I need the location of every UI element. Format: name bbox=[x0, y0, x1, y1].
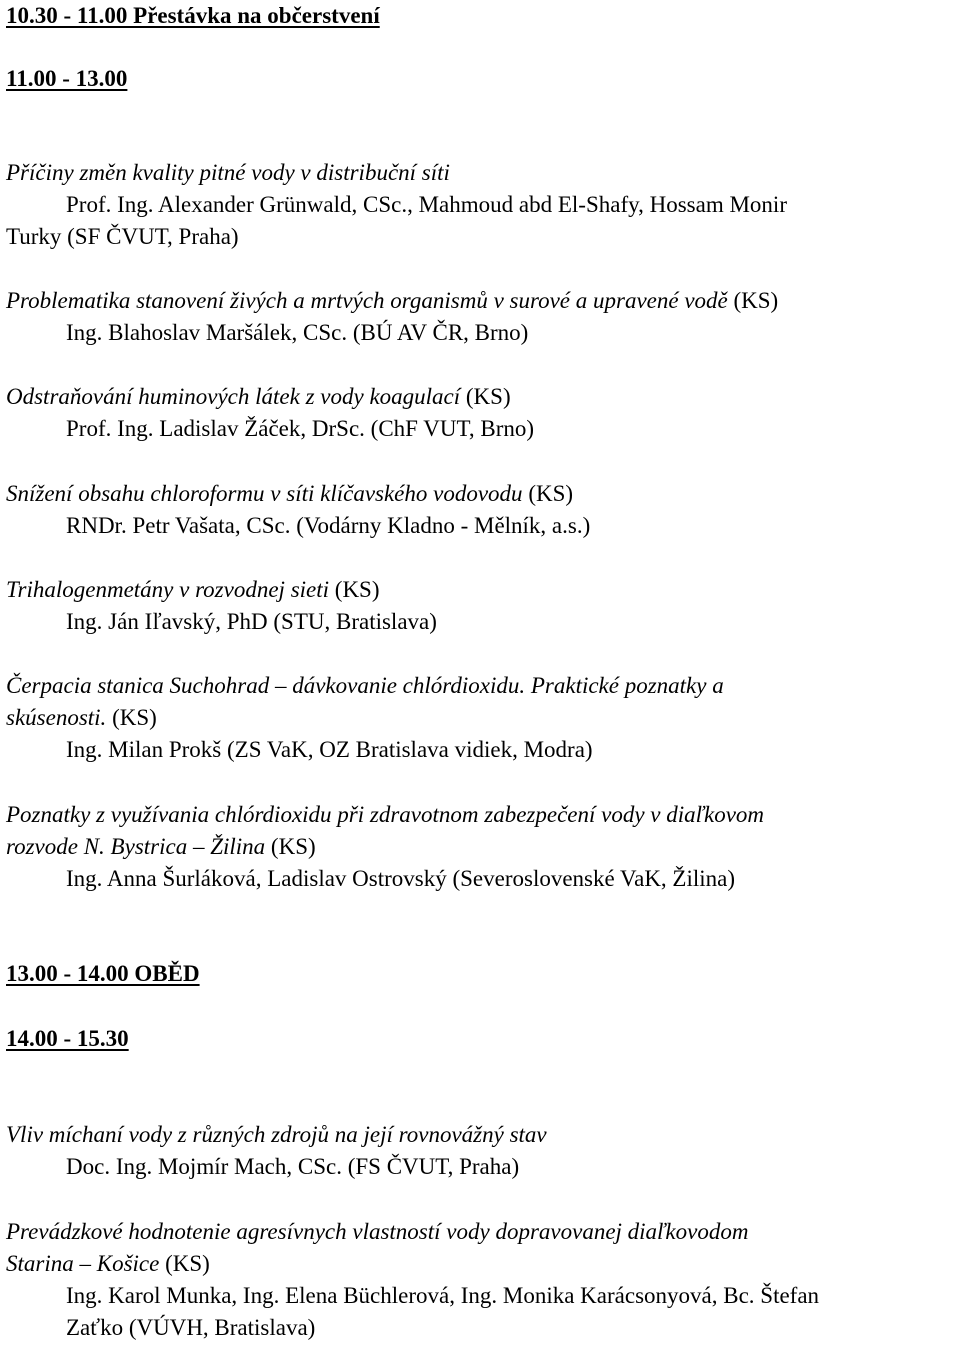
talk-speaker: Ing. Karol Munka, Ing. Elena Büchlerová, Ing. Monika Karácsonyová, Bc. Štefan bbox=[66, 1283, 820, 1308]
section-break-heading: 10.30 - 11.00 Přestávka na občerstvení bbox=[6, 3, 380, 28]
talk-title: Snížení obsahu chloroformu v síti klíčavského vodovodu bbox=[6, 481, 523, 506]
ks-tag: (KS) bbox=[465, 384, 511, 409]
talk-title-line bbox=[6, 1248, 210, 1280]
talk-title: Příčiny změn kvality pitné vody v distribuční síti bbox=[6, 160, 450, 185]
talk-title-line bbox=[6, 574, 380, 606]
talk-speaker: Turky (SF ČVUT, Praha) bbox=[6, 224, 239, 249]
talk-title: Poznatky z využívania chlórdioxidu při zdravotnom zabezpečení vody v diaľkovom bbox=[6, 802, 765, 827]
ks-tag: (KS) bbox=[733, 288, 779, 313]
section-block1-heading: 11.00 - 13.00 bbox=[6, 66, 128, 91]
talk-title-line bbox=[6, 285, 778, 317]
talk-title: Čerpacia stanica Suchohrad – dávkovanie chlórdioxidu. Praktické poznatky a bbox=[6, 673, 724, 698]
talk-title: Trihalogenmetány v rozvodnej sieti bbox=[6, 577, 330, 602]
section-lunch-heading: 13.00 - 14.00 OBĚD bbox=[6, 961, 200, 986]
talk-title: Odstraňování huminových látek z vody koagulací bbox=[6, 384, 461, 409]
ks-tag: (KS) bbox=[112, 705, 157, 730]
talk-title: Vliv míchaní vody z různých zdrojů na její rovnovážný stav bbox=[6, 1122, 547, 1147]
talk-speaker: Prof. Ing. Alexander Grünwald, CSc., Mahmoud abd El-Shafy, Hossam Monir bbox=[66, 192, 787, 217]
talk-speaker: RNDr. Petr Vašata, CSc. (Vodárny Kladno - Mělník, a.s.) bbox=[66, 513, 591, 538]
talk-speaker: Ing. Blahoslav Maršálek, CSc. (BÚ AV ČR, Brno) bbox=[66, 320, 529, 345]
talk-speaker: Zaťko (VÚVH, Bratislava) bbox=[66, 1315, 316, 1340]
talk-speaker: Prof. Ing. Ladislav Žáček, DrSc. (ChF VUT, Brno) bbox=[66, 416, 535, 441]
talk-speaker: Ing. Anna Šurláková, Ladislav Ostrovský (Severoslovenské VaK, Žilina) bbox=[66, 866, 736, 891]
talk-title: Starina – Košice bbox=[6, 1251, 160, 1276]
talk-title-line bbox=[6, 702, 157, 734]
talk-title-line bbox=[6, 831, 316, 863]
talk-title: Problematika stanovení živých a mrtvých organismů v surové a upravené vodě bbox=[6, 288, 728, 313]
ks-tag: (KS) bbox=[270, 834, 316, 859]
talk-title-line bbox=[6, 381, 511, 413]
ks-tag: (KS) bbox=[334, 577, 380, 602]
ks-tag: (KS) bbox=[165, 1251, 210, 1276]
talk-title-line bbox=[6, 478, 573, 510]
talk-title: rozvode N. Bystrica – Žilina bbox=[6, 834, 266, 859]
talk-speaker: Ing. Ján Iľavský, PhD (STU, Bratislava) bbox=[66, 609, 437, 634]
talk-speaker: Ing. Milan Prokš (ZS VaK, OZ Bratislava vidiek, Modra) bbox=[66, 737, 593, 762]
talk-title: Prevádzkové hodnotenie agresívnych vlastností vody dopravovanej diaľkovodom bbox=[6, 1219, 749, 1244]
talk-speaker: Doc. Ing. Mojmír Mach, CSc. (FS ČVUT, Praha) bbox=[66, 1154, 520, 1179]
talk-title: skúsenosti. bbox=[6, 705, 107, 730]
section-block2-heading: 14.00 - 15.30 bbox=[6, 1026, 129, 1051]
ks-tag: (KS) bbox=[528, 481, 574, 506]
